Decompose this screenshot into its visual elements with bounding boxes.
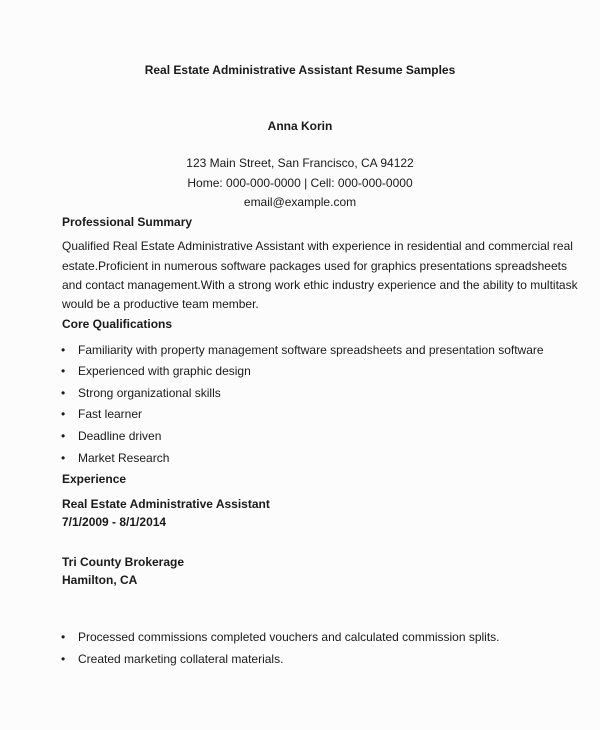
job-title: Real Estate Administrative Assistant — [62, 497, 270, 511]
summary-line: would be a productive team member. — [62, 297, 259, 311]
summary-line: estate.Proficient in numerous software packages used for graphics presentations spreadsheets — [62, 259, 567, 273]
address: 123 Main Street, San Francisco, CA 94122 — [186, 156, 414, 170]
bullet-icon: • — [61, 343, 66, 357]
candidate-name: Anna Korin — [267, 119, 333, 133]
bullet-icon: • — [61, 386, 66, 400]
experience-heading: Experience — [62, 472, 127, 486]
bullet-icon: • — [61, 407, 66, 421]
bullet-icon: • — [61, 364, 66, 378]
qualifications-heading: Core Qualifications — [62, 317, 173, 331]
email: email@example.com — [243, 195, 357, 209]
bullet-icon: • — [61, 429, 66, 443]
job-dates: 7/1/2009 - 8/1/2014 — [62, 515, 167, 529]
summary-line: and contact management.With a strong work ethic industry experience and the ability to multitask — [62, 278, 578, 292]
summary-heading: Professional Summary — [62, 215, 193, 229]
bullet-icon: • — [61, 451, 66, 465]
summary-line: Qualified Real Estate Administrative Assistant with experience in residential and commercial real — [62, 239, 573, 253]
phone: Home: 000-000-0000 | Cell: 000-000-0000 — [187, 176, 413, 190]
bullet-icon: • — [61, 652, 66, 666]
document-title: Real Estate Administrative Assistant Resume Samples — [144, 63, 456, 77]
bullet-icon: • — [61, 630, 66, 644]
company-location: Hamilton, CA — [62, 573, 138, 587]
company-name: Tri County Brokerage — [62, 555, 185, 569]
